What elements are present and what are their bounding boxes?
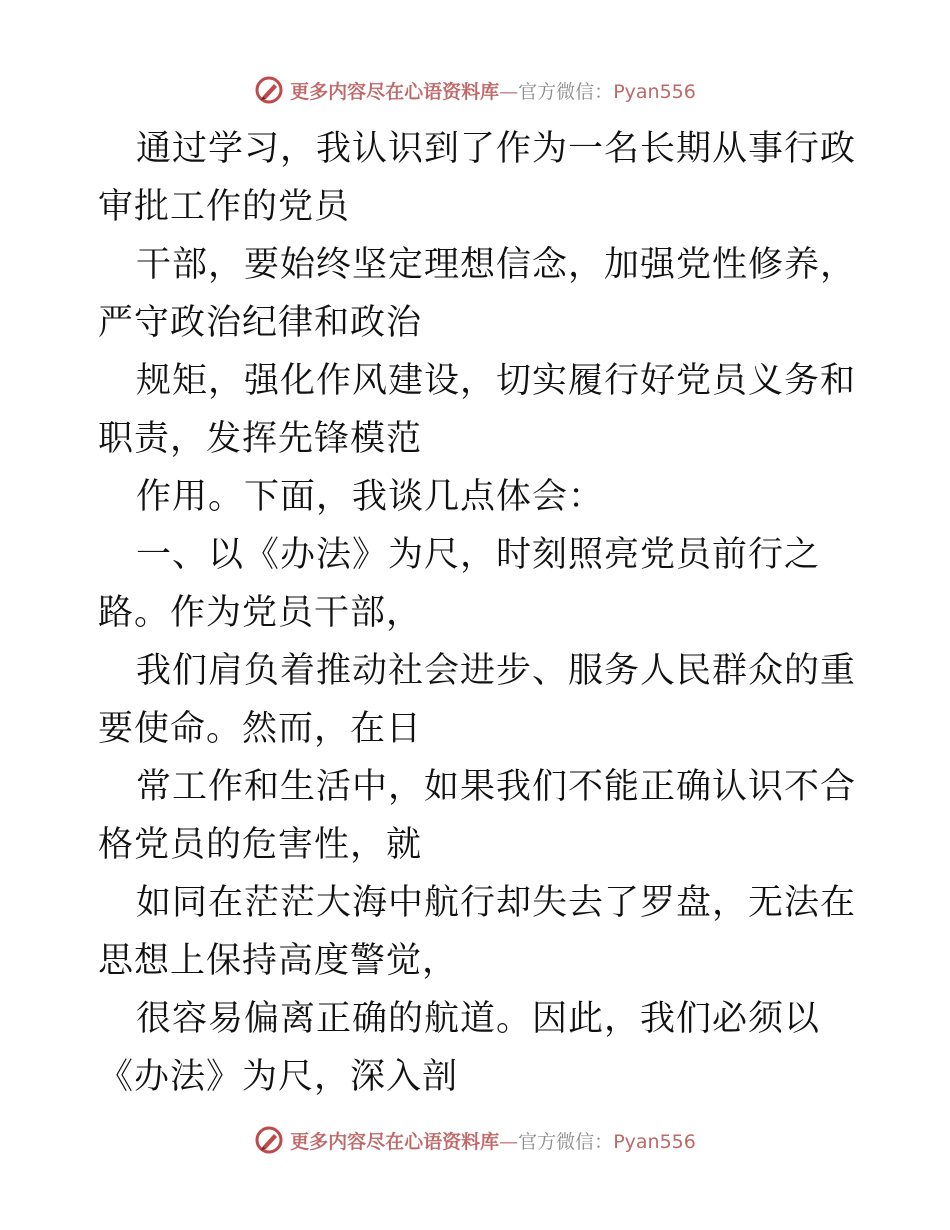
paragraph-9: 很容易偏离正确的航道。因此，我们必须以《办法》为尺，深入剖 bbox=[98, 999, 821, 1097]
watermark-official: 官方微信： bbox=[518, 80, 614, 103]
paragraph-3: 规矩，强化作风建设，切实履行好党员义务和职责，发挥先锋模范 bbox=[98, 361, 857, 459]
footer-watermark bbox=[0, 1120, 950, 1160]
pen-logo-icon bbox=[254, 75, 284, 105]
watermark-text bbox=[290, 77, 696, 104]
paragraph-5: 一、以《办法》为尺，时刻照亮党员前行之路。作为党员干部， bbox=[98, 535, 821, 633]
watermark-official: 官方微信： bbox=[518, 1130, 614, 1153]
watermark-text bbox=[290, 1127, 696, 1154]
watermark-name: 更多内容尽在心语资料库 bbox=[290, 1130, 500, 1153]
paragraph-2: 干部，要始终坚定理想信念，加强党性修养，严守政治纪律和政治 bbox=[98, 245, 857, 343]
paragraph-8: 如同在茫茫大海中航行却失去了罗盘，无法在思想上保持高度警觉， bbox=[98, 883, 857, 981]
document-body bbox=[98, 120, 858, 1106]
paragraph-1: 通过学习，我认识到了作为一名长期从事行政审批工作的党员 bbox=[98, 129, 857, 227]
paragraph-6: 我们肩负着推动社会进步、服务人民群众的重要使命。然而，在日 bbox=[98, 651, 857, 749]
paragraph-7: 常工作和生活中，如果我们不能正确认识不合格党员的危害性，就 bbox=[98, 767, 857, 865]
watermark-id: Pyan556 bbox=[613, 1130, 696, 1153]
pen-logo-icon bbox=[254, 1125, 284, 1155]
watermark-dash: — bbox=[499, 1130, 519, 1153]
watermark-name: 更多内容尽在心语资料库 bbox=[290, 80, 500, 103]
watermark-id: Pyan556 bbox=[613, 80, 696, 103]
paragraph-4: 作用。下面，我谈几点体会： bbox=[136, 477, 605, 517]
header-watermark bbox=[0, 70, 950, 110]
watermark-dash: — bbox=[499, 80, 519, 103]
